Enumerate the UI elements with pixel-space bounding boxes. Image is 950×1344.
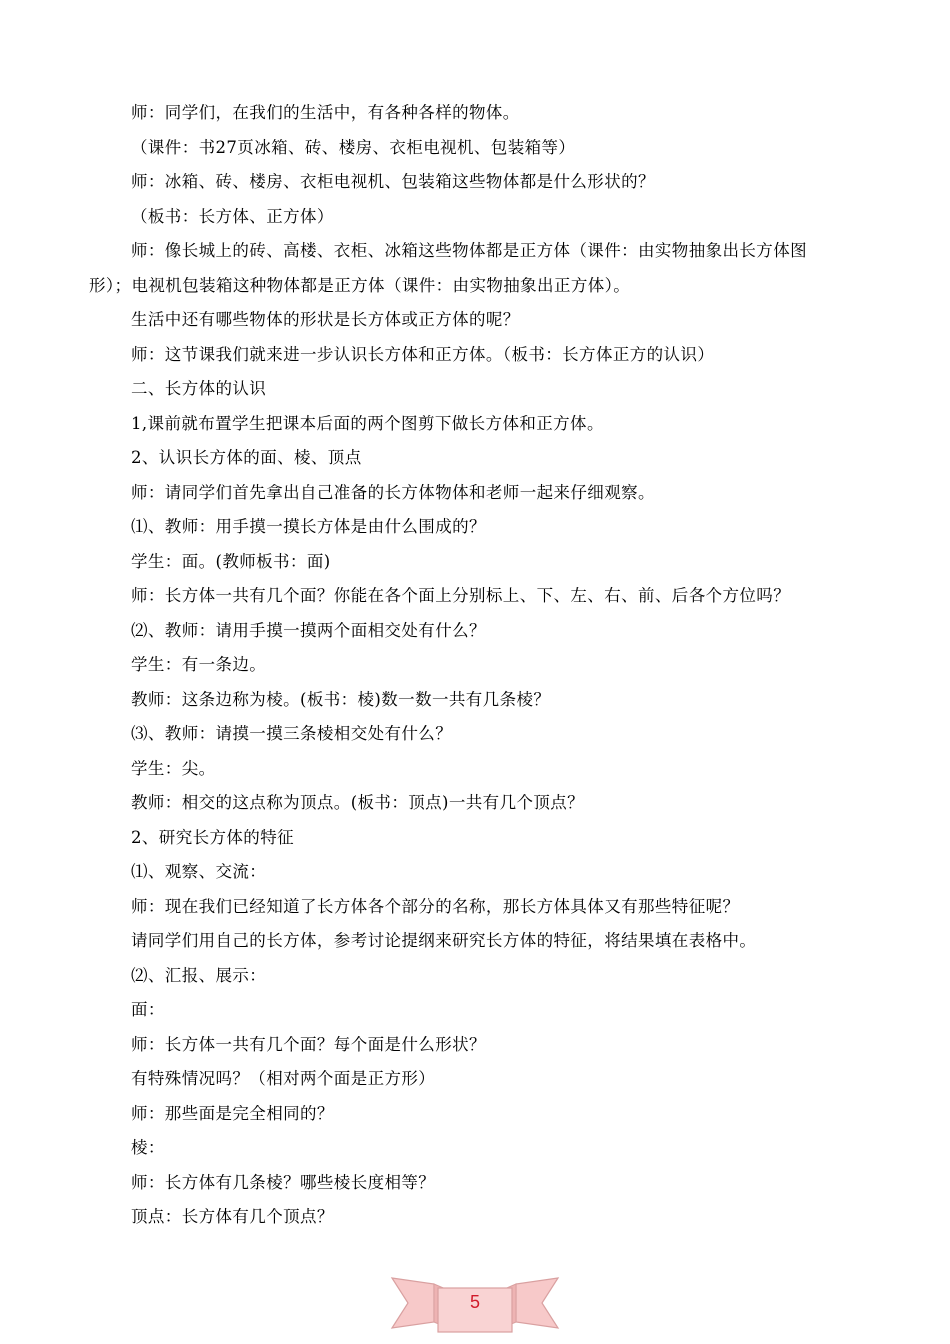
paragraph-line: 学生：尖。	[131, 758, 216, 778]
subsection-heading: 2、研究长方体的特征	[131, 827, 294, 847]
subsection-heading: 2、认识长方体的面、棱、顶点	[131, 448, 362, 467]
paragraph-line: 请同学们用自己的长方体，参考讨论提纲来研究长方体的特征，将结果填在表格中。	[131, 931, 757, 950]
paragraph-line: ⑴、教师：用手摸一摸长方体是由什么围成的？	[131, 517, 486, 536]
paragraph-line: 顶点：长方体有几个顶点？	[131, 1207, 334, 1226]
paragraph-line: 1,课前就布置学生把课本后面的两个图剪下做长方体和正方体。	[131, 413, 604, 433]
paragraph-line: 师：请同学们首先拿出自己准备的长方体物体和老师一起来仔细观察。	[131, 482, 655, 502]
paragraph-line: ⑴、观察、交流：	[131, 862, 267, 881]
paragraph-line: 棱：	[131, 1138, 165, 1157]
paragraph-line: 面：	[131, 1000, 165, 1019]
paragraph-line: ⑶、教师：请摸一摸三条棱相交处有什么？	[131, 724, 453, 743]
paragraph-line: 师：这节课我们就来进一步认识长方体和正方体。（板书：长方体正方的认识）	[131, 344, 715, 364]
paragraph-line: 师：冰箱、砖、楼房、衣柜电视机、包装箱这些物体都是什么形状的？	[131, 172, 655, 191]
paragraph-line: 师：同学们，在我们的生活中，有各种各样的物体。	[131, 103, 520, 122]
paragraph-line-continued: 形）；电视机包装箱这种物体都是正方体（课件：由实物抽象出正方体）。	[89, 275, 631, 295]
paragraph-line: ⑵、教师：请用手摸一摸两个面相交处有什么？	[131, 620, 486, 640]
paragraph-line: 师：那些面是完全相同的？	[131, 1103, 334, 1123]
paragraph-line: 师：像长城上的砖、高楼、衣柜、冰箱这些物体都是正方体（课件：由实物抽象出长方体图	[131, 241, 807, 260]
paragraph-line: 师：现在我们已经知道了长方体各个部分的名称，那长方体具体又有那些特征呢？	[131, 896, 740, 916]
paragraph-line: （课件：书27页冰箱、砖、楼房、衣柜电视机、包装箱等）	[131, 137, 576, 157]
paragraph-line: ⑵、汇报、展示：	[131, 965, 267, 985]
paragraph-line: 学生：面。(教师板书：面)	[131, 551, 331, 571]
paragraph-line: （板书：长方体、正方体）	[131, 206, 334, 226]
paragraph-line: 生活中还有哪些物体的形状是长方体或正方体的呢？	[131, 310, 520, 329]
paragraph-line: 有特殊情况吗？（相对两个面是正方形）	[131, 1069, 436, 1088]
paragraph-line: 教师：这条边称为棱。(板书：棱)数一数一共有几条棱？	[131, 689, 551, 709]
paragraph-line: 师：长方体一共有几个面？你能在各个面上分别标上、下、左、右、前、后各个方位吗？	[131, 586, 791, 605]
paragraph-line: 师：长方体一共有几个面？每个面是什么形状？	[131, 1034, 486, 1054]
document-body	[0, 96, 950, 1235]
section-heading: 二、长方体的认识	[131, 379, 267, 398]
page-number-ribbon	[390, 1270, 560, 1336]
paragraph-line: 学生：有一条边。	[131, 655, 267, 674]
paragraph-line: 师：长方体有几条棱？哪些棱长度相等？	[131, 1172, 436, 1192]
paragraph-line: 教师：相交的这点称为顶点。(板书：顶点)一共有几个顶点？	[131, 793, 585, 812]
page-number: 5	[469, 1292, 480, 1312]
